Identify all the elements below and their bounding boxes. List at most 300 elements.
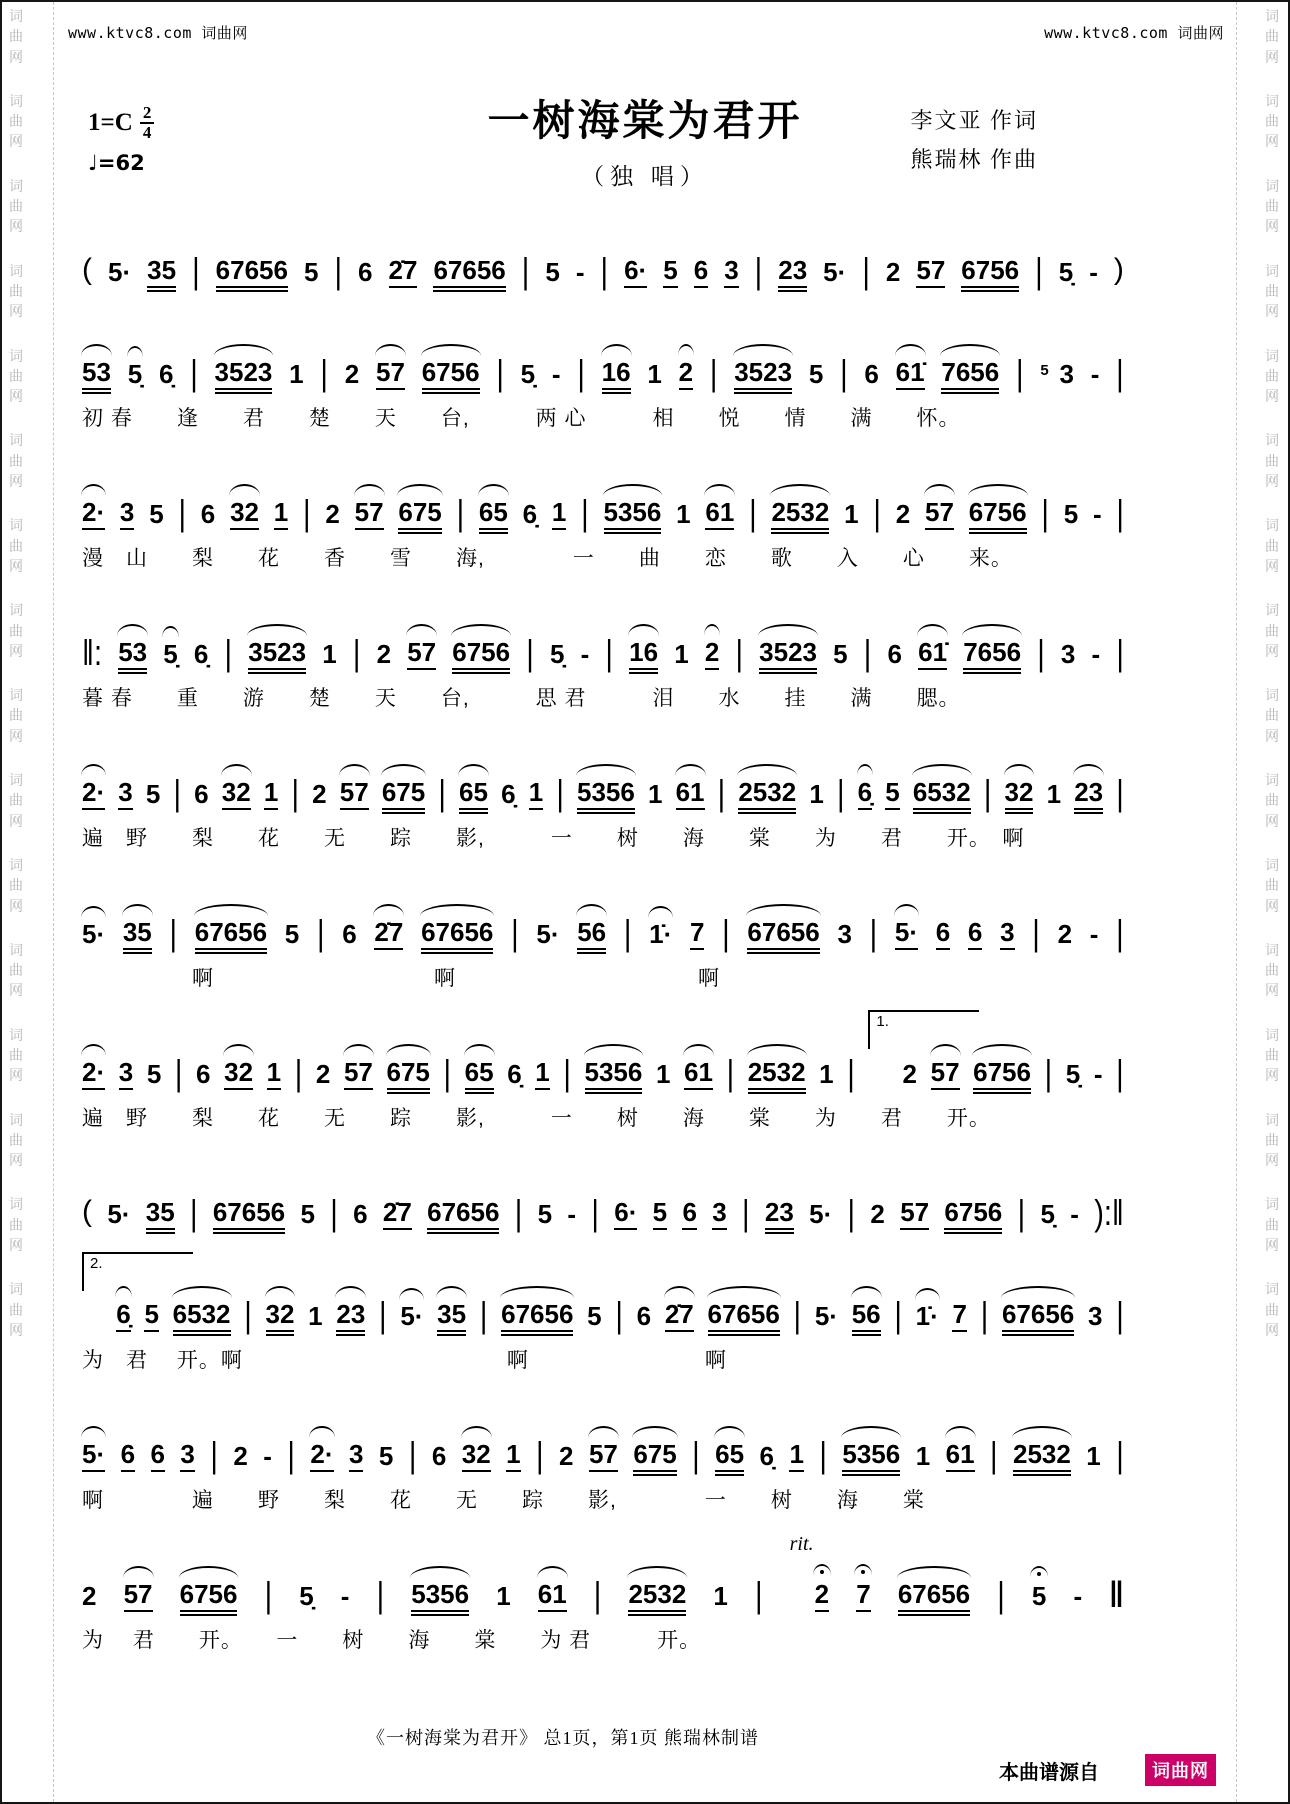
note-token: 5 bbox=[885, 779, 899, 810]
note-token: 6̣ bbox=[507, 1059, 522, 1089]
side-watermark-char: 曲 bbox=[9, 537, 23, 554]
note-token: 2· bbox=[82, 779, 105, 810]
note-token: 2 bbox=[82, 1581, 97, 1611]
note-token: 5356 bbox=[411, 1581, 469, 1612]
note-token: 5· bbox=[108, 257, 132, 287]
side-watermark-char: 曲 bbox=[1265, 282, 1279, 299]
note-token: - bbox=[575, 257, 585, 287]
note-token: 3 bbox=[1059, 359, 1074, 389]
note-token: 2 bbox=[1057, 919, 1073, 949]
note-token: 3 bbox=[120, 499, 134, 530]
note-token: 675 bbox=[398, 499, 441, 530]
note-token: 67656 bbox=[747, 919, 819, 950]
barline: | bbox=[709, 353, 718, 394]
note-token: 57 bbox=[340, 779, 369, 810]
barline: | bbox=[623, 913, 632, 954]
lyrics-line: 遍 野 梨 花 无 踪 影, 一 树 海 棠 为 君 开。 啊 bbox=[82, 827, 1025, 850]
note-token: 3 bbox=[1088, 1301, 1103, 1331]
note-token: 61 bbox=[705, 499, 734, 530]
barline: ‖ bbox=[1109, 1575, 1124, 1616]
side-watermark-char: 曲 bbox=[9, 28, 23, 45]
note-token: 3 bbox=[837, 919, 852, 949]
note-token: 5̣ bbox=[163, 639, 178, 669]
tempo-marking: ♩=62 bbox=[88, 150, 145, 175]
note-token: 2̇7 bbox=[383, 1199, 412, 1230]
note-token: 53 bbox=[82, 359, 111, 390]
music-system bbox=[82, 458, 1124, 572]
note-token: 65 bbox=[459, 779, 488, 810]
side-watermark-char: 词 bbox=[9, 517, 23, 534]
note-token: 3 bbox=[1060, 639, 1076, 669]
note-token: 5̣ bbox=[1058, 257, 1074, 287]
note-token: ( bbox=[82, 1195, 92, 1228]
note-token: 2̇7 bbox=[389, 257, 418, 288]
side-watermark-char: 曲 bbox=[9, 367, 23, 384]
note-token: 6̣ bbox=[522, 499, 538, 529]
music-system bbox=[82, 598, 1124, 712]
side-watermark-char: 词 bbox=[9, 1026, 23, 1043]
barline: | bbox=[379, 1295, 387, 1336]
note-token: 57 bbox=[124, 1581, 153, 1612]
note-token: 65 bbox=[465, 1059, 494, 1090]
barline: | bbox=[190, 353, 198, 394]
note-token: 56 bbox=[577, 919, 606, 950]
note-token: 675 bbox=[382, 779, 425, 810]
side-watermark-char: 词 bbox=[9, 177, 23, 194]
composer-credit: 熊瑞林 作曲 bbox=[910, 146, 1038, 172]
note-token: 5· bbox=[536, 919, 560, 949]
notation-line bbox=[82, 1013, 1124, 1094]
note-token: 5 bbox=[378, 1441, 394, 1471]
barline: | bbox=[894, 1295, 902, 1336]
note-token: 1 bbox=[267, 1059, 281, 1090]
note-token: 6 bbox=[694, 257, 708, 288]
side-watermark-char: 曲 bbox=[1265, 28, 1279, 45]
barline: | bbox=[563, 1053, 571, 1094]
note-token: 5̣ bbox=[127, 359, 143, 389]
note-token: - bbox=[1091, 639, 1101, 669]
side-watermark-char: 曲 bbox=[1265, 198, 1279, 215]
side-watermark-char: 网 bbox=[1265, 1321, 1279, 1338]
lyrics-line: 暮 春 重 游 楚 天 台, 思 君 泪 水 挂 满 腮。 bbox=[82, 687, 961, 710]
note-token: 7 bbox=[690, 919, 704, 950]
note-token: 65 bbox=[479, 499, 508, 530]
note-token: 5· bbox=[809, 1199, 833, 1229]
side-watermark-char: 词 bbox=[1265, 517, 1279, 534]
note-token: - bbox=[340, 1581, 350, 1611]
note-token: 1 bbox=[322, 639, 337, 669]
side-watermark-char: 曲 bbox=[1265, 962, 1279, 979]
barline: | bbox=[511, 913, 519, 954]
notation-line bbox=[82, 738, 1124, 814]
barline: | bbox=[294, 1053, 303, 1094]
note-token: 6756 bbox=[969, 499, 1027, 530]
barline: | bbox=[742, 1193, 750, 1234]
note-token: 1 bbox=[809, 779, 824, 809]
note-token: 61 bbox=[676, 779, 705, 810]
note-token: 1 bbox=[674, 639, 689, 669]
note-token: 6̣ bbox=[501, 779, 516, 809]
note-token: 2 bbox=[705, 639, 719, 670]
note-token: 2 bbox=[870, 1199, 885, 1229]
note-token: 65 bbox=[715, 1441, 744, 1472]
notation-line bbox=[82, 1400, 1124, 1476]
barline: | bbox=[847, 1193, 856, 1234]
music-system bbox=[82, 1158, 1124, 1234]
note-token: 1 bbox=[647, 779, 663, 809]
ciqu-site-logo[interactable]: 词曲网 bbox=[1145, 1754, 1216, 1786]
note-token: 5 bbox=[833, 639, 848, 669]
barline: | bbox=[291, 773, 299, 814]
side-watermark-char: 曲 bbox=[9, 792, 23, 809]
side-watermark-char: 词 bbox=[9, 432, 23, 449]
note-token: 2 bbox=[233, 1441, 248, 1471]
note-token: 67656 bbox=[1002, 1301, 1074, 1332]
note-token: 6 bbox=[431, 1441, 447, 1471]
watermark-top-left: www.ktvc8.com 词曲网 bbox=[68, 24, 248, 42]
note-token: - bbox=[580, 639, 590, 669]
note-token: 1̇· bbox=[915, 1301, 939, 1331]
note-token: 6̣ bbox=[193, 639, 209, 669]
note-token: 5̣ bbox=[549, 639, 565, 669]
side-watermark-char: 网 bbox=[9, 557, 23, 574]
barline: | bbox=[526, 633, 534, 674]
note-token: 2 bbox=[679, 359, 693, 390]
side-watermark-char: 词 bbox=[1265, 8, 1279, 24]
note-token: 6 bbox=[682, 1199, 696, 1230]
note-token: 1. bbox=[868, 1010, 979, 1049]
side-watermark-char: 网 bbox=[1265, 982, 1279, 999]
note-token: 6̣ bbox=[158, 359, 174, 389]
side-watermark-char: 曲 bbox=[9, 877, 23, 894]
note-token: 2· bbox=[310, 1441, 333, 1472]
note-token: 2̇7 bbox=[374, 919, 403, 950]
barline: | bbox=[443, 1053, 452, 1094]
side-watermark-char: 网 bbox=[1265, 1067, 1279, 1084]
side-watermark-char: 曲 bbox=[9, 707, 23, 724]
side-watermark-char: 网 bbox=[9, 642, 23, 659]
barline: | bbox=[408, 1435, 417, 1476]
note-token: 5 bbox=[663, 257, 677, 288]
note-token: 53 bbox=[118, 639, 147, 670]
note-token: 7656 bbox=[941, 359, 999, 390]
side-watermark-char: 词 bbox=[9, 8, 23, 24]
note-token: 2̇7 bbox=[665, 1301, 694, 1332]
note-token: 6 bbox=[887, 639, 902, 669]
note-token: 2532 bbox=[771, 499, 829, 530]
note-token: 35 bbox=[437, 1301, 466, 1332]
note-token: 23 bbox=[765, 1199, 794, 1230]
note-token: 2532 bbox=[628, 1581, 686, 1612]
side-watermark-char: 曲 bbox=[1265, 1131, 1279, 1148]
note-token: 1 bbox=[264, 779, 278, 810]
side-watermark-char: 词 bbox=[1265, 432, 1279, 449]
note-token: 2532 bbox=[748, 1059, 806, 1090]
barline: | bbox=[577, 353, 585, 394]
side-watermark-char: 词 bbox=[1265, 687, 1279, 704]
barline: | bbox=[863, 633, 872, 674]
barline: | bbox=[173, 773, 182, 814]
side-watermark-char: 曲 bbox=[9, 1131, 23, 1148]
note-token: 61 bbox=[684, 1059, 713, 1090]
barline: | bbox=[717, 773, 726, 814]
barline: | bbox=[376, 1575, 385, 1616]
side-watermark-char: 网 bbox=[9, 812, 23, 829]
barline: | bbox=[593, 1575, 602, 1616]
barline: | bbox=[264, 1575, 273, 1616]
side-watermark-char: 曲 bbox=[1265, 877, 1279, 894]
note-token: 1 bbox=[713, 1581, 728, 1611]
notation-line bbox=[82, 1533, 1124, 1616]
note-token: 1 bbox=[819, 1059, 834, 1089]
side-watermark-char: 词 bbox=[9, 347, 23, 364]
score-area bbox=[82, 216, 1124, 1680]
note-token: 5 bbox=[587, 1301, 602, 1331]
barline: | bbox=[556, 773, 564, 814]
barline: | bbox=[536, 1435, 544, 1476]
note-token: 61 bbox=[946, 1441, 975, 1472]
note-token: 67656 bbox=[213, 1199, 285, 1230]
note-token: 1 bbox=[1046, 779, 1062, 809]
note-token: 5 bbox=[144, 1301, 158, 1332]
note-token: 67656 bbox=[501, 1301, 573, 1332]
note-token: 35 bbox=[147, 257, 176, 288]
barline: | bbox=[1044, 1053, 1053, 1094]
note-token: 6756 bbox=[452, 639, 510, 670]
note-token: 2· bbox=[82, 1059, 105, 1090]
music-system bbox=[82, 1255, 1124, 1374]
side-watermark-char: 网 bbox=[1265, 473, 1279, 490]
note-token: 32 bbox=[230, 499, 259, 530]
note-token: 16 bbox=[629, 639, 658, 670]
note-token: 7 bbox=[952, 1301, 966, 1332]
barline: | bbox=[735, 633, 743, 674]
barline: | bbox=[997, 1575, 1005, 1616]
side-watermark-char: 网 bbox=[1265, 218, 1279, 235]
side-watermark-char: 词 bbox=[9, 1111, 23, 1128]
note-token: 5356 bbox=[585, 1059, 643, 1090]
note-token: 6̣ bbox=[759, 1441, 775, 1471]
side-watermark-char: 网 bbox=[9, 982, 23, 999]
barline: | bbox=[1041, 493, 1049, 534]
note-token: 1 bbox=[915, 1441, 931, 1471]
barline: | bbox=[1116, 353, 1124, 394]
note-token: 67656 bbox=[195, 919, 267, 950]
note-token: 57 bbox=[925, 499, 954, 530]
note-token: 5 bbox=[145, 779, 161, 809]
note-token: 5· bbox=[823, 257, 847, 287]
note-token: 2 bbox=[325, 499, 340, 529]
barline: | bbox=[352, 633, 361, 674]
note-token: 675 bbox=[633, 1441, 676, 1472]
note-token: 1 bbox=[1086, 1441, 1101, 1471]
note-token: 6̣ bbox=[858, 779, 872, 810]
note-token: 6532 bbox=[913, 779, 971, 810]
music-system bbox=[82, 216, 1124, 292]
barline: | bbox=[1017, 1193, 1026, 1234]
side-watermark-char: 网 bbox=[9, 1321, 23, 1338]
side-watermark-char: 网 bbox=[9, 897, 23, 914]
side-watermark-char: 词 bbox=[1265, 262, 1279, 279]
note-token: - bbox=[1070, 1199, 1079, 1229]
note-token: 32 bbox=[462, 1441, 491, 1472]
note-token: 2 bbox=[559, 1441, 574, 1471]
note-token: - bbox=[1092, 499, 1102, 529]
credits-block bbox=[910, 102, 1038, 179]
note-token: 3 bbox=[1000, 919, 1014, 950]
note-token: 5356 bbox=[842, 1441, 900, 1472]
side-watermark-char: 词 bbox=[1265, 92, 1279, 109]
side-watermark-char: 网 bbox=[1265, 812, 1279, 829]
note-token: 5 bbox=[1063, 499, 1079, 529]
barline: | bbox=[456, 493, 465, 534]
barline: | bbox=[983, 773, 992, 814]
barline: | bbox=[605, 633, 613, 674]
note-token: 6532 bbox=[173, 1301, 231, 1332]
side-watermark-char: 网 bbox=[9, 1237, 23, 1254]
music-system bbox=[82, 1533, 1124, 1654]
side-watermark-char: 词 bbox=[1265, 941, 1279, 958]
note-token: - bbox=[1089, 257, 1098, 287]
barline: | bbox=[438, 773, 446, 814]
note-token: 5 bbox=[545, 257, 560, 287]
barline: | bbox=[1032, 913, 1040, 954]
note-token: 6· bbox=[614, 1199, 637, 1230]
note-token: 5 bbox=[653, 1199, 667, 1230]
note-token: 67656 bbox=[708, 1301, 780, 1332]
lyrics-line: 啊 遍 野 梨 花 无 踪 影, 一 树 海 棠 bbox=[82, 1489, 925, 1512]
side-watermark-char: 曲 bbox=[1265, 367, 1279, 384]
left-watermark-strip bbox=[2, 2, 54, 1802]
side-watermark-char: 网 bbox=[9, 303, 23, 320]
note-token: 6 bbox=[968, 919, 982, 950]
side-watermark-char: 网 bbox=[9, 1152, 23, 1169]
note-token: 2 bbox=[315, 1059, 331, 1089]
barline: | bbox=[1037, 633, 1045, 674]
side-watermark-char: 词 bbox=[9, 262, 23, 279]
barline: | bbox=[754, 251, 763, 292]
side-watermark-char: 词 bbox=[1265, 856, 1279, 873]
note-token: 61 bbox=[538, 1581, 567, 1612]
side-watermark-char: 网 bbox=[1265, 1237, 1279, 1254]
meter-numerator: 2 bbox=[140, 104, 155, 124]
note-token: 3523 bbox=[215, 359, 273, 390]
note-token: - bbox=[551, 359, 561, 389]
notation-line bbox=[82, 458, 1124, 534]
side-watermark-char: 词 bbox=[9, 1281, 23, 1298]
note-token: 6 bbox=[200, 499, 216, 529]
note-token: 5356 bbox=[604, 499, 662, 530]
music-system bbox=[82, 878, 1124, 992]
side-watermark-char: 网 bbox=[1265, 897, 1279, 914]
note-token: 7656 bbox=[963, 639, 1021, 670]
note-token: 6 bbox=[342, 919, 357, 949]
side-watermark-char: 网 bbox=[9, 473, 23, 490]
note-token: 5 bbox=[284, 919, 300, 949]
notation-line bbox=[82, 216, 1124, 292]
barline: ‖: bbox=[82, 633, 103, 674]
note-token: 6756 bbox=[973, 1059, 1031, 1090]
barline: | bbox=[334, 251, 343, 292]
barline: ):‖ bbox=[1094, 1193, 1124, 1234]
barline: | bbox=[1015, 353, 1024, 394]
source-label: 本曲谱源自 bbox=[999, 1761, 1099, 1784]
barline: | bbox=[869, 913, 878, 954]
note-token: 3 bbox=[180, 1441, 194, 1472]
side-watermark-char: 词 bbox=[9, 941, 23, 958]
note-token: 35 bbox=[123, 919, 152, 950]
note-token: 5· bbox=[107, 1199, 131, 1229]
page-title: 一树海棠为君开 bbox=[487, 99, 803, 145]
side-watermark-char: 网 bbox=[9, 1067, 23, 1084]
barline: | bbox=[862, 251, 870, 292]
note-token: 1 bbox=[647, 359, 662, 389]
barline: | bbox=[316, 913, 325, 954]
barline: | bbox=[840, 353, 848, 394]
side-watermark-char: 曲 bbox=[1265, 452, 1279, 469]
note-token: 1̇· bbox=[649, 919, 673, 949]
side-watermark-char: 词 bbox=[1265, 1196, 1279, 1213]
barline: | bbox=[1116, 773, 1124, 814]
note-token: 1 bbox=[274, 499, 288, 530]
side-watermark-char: 网 bbox=[9, 388, 23, 405]
note-token: ) bbox=[1113, 253, 1124, 286]
note-token: 57 bbox=[407, 639, 436, 670]
lyrics-line: 漫 山 梨 花 香 雪 海, 一 曲 恋 歌 入 心 来。 bbox=[82, 547, 1013, 570]
side-watermark-char: 曲 bbox=[1265, 622, 1279, 639]
note-token: 2 bbox=[312, 779, 327, 809]
side-watermark-char: 词 bbox=[1265, 347, 1279, 364]
watermark-top-right: www.ktvc8.com 词曲网 bbox=[1044, 24, 1224, 42]
note-token: 6 bbox=[121, 1441, 135, 1472]
barline: | bbox=[1116, 1295, 1124, 1336]
note-token: 5· bbox=[895, 919, 918, 950]
barline: | bbox=[192, 251, 200, 292]
note-token: 57 bbox=[355, 499, 384, 530]
note-token: 5· bbox=[400, 1301, 424, 1331]
side-watermark-char: 曲 bbox=[9, 198, 23, 215]
note-token: 3 bbox=[118, 779, 132, 810]
note-token: 6 bbox=[358, 257, 373, 287]
note-token: 16 bbox=[602, 359, 631, 390]
note-token: 61̇ bbox=[918, 639, 947, 670]
barline: | bbox=[174, 1053, 183, 1094]
note-token: 2 bbox=[885, 257, 901, 287]
side-watermark-char: 词 bbox=[1265, 772, 1279, 789]
note-token: 5 bbox=[537, 1199, 553, 1229]
note-token: 1 bbox=[496, 1581, 511, 1611]
note-token: 6 bbox=[194, 779, 209, 809]
note-token: 1 bbox=[535, 1059, 549, 1090]
side-watermark-char: 词 bbox=[9, 1196, 23, 1213]
side-watermark-char: 网 bbox=[1265, 642, 1279, 659]
note-token: 1 bbox=[289, 359, 304, 389]
barline: | bbox=[692, 1435, 700, 1476]
barline: | bbox=[244, 1295, 252, 1336]
barline: | bbox=[303, 493, 311, 534]
barline: | bbox=[989, 1435, 998, 1476]
note-token: 2· bbox=[82, 499, 105, 530]
note-token: 32 bbox=[222, 779, 251, 810]
note-token: 57 bbox=[931, 1059, 960, 1090]
note-token: - bbox=[1073, 1581, 1083, 1611]
note-token: 2. bbox=[82, 1252, 193, 1291]
note-token: 3 bbox=[119, 1059, 133, 1090]
note-token: 3 bbox=[349, 1441, 363, 1472]
note-token: 6756 bbox=[944, 1199, 1002, 1230]
note-token: 5356 bbox=[577, 779, 635, 810]
note-token: 32 bbox=[1005, 779, 1034, 810]
